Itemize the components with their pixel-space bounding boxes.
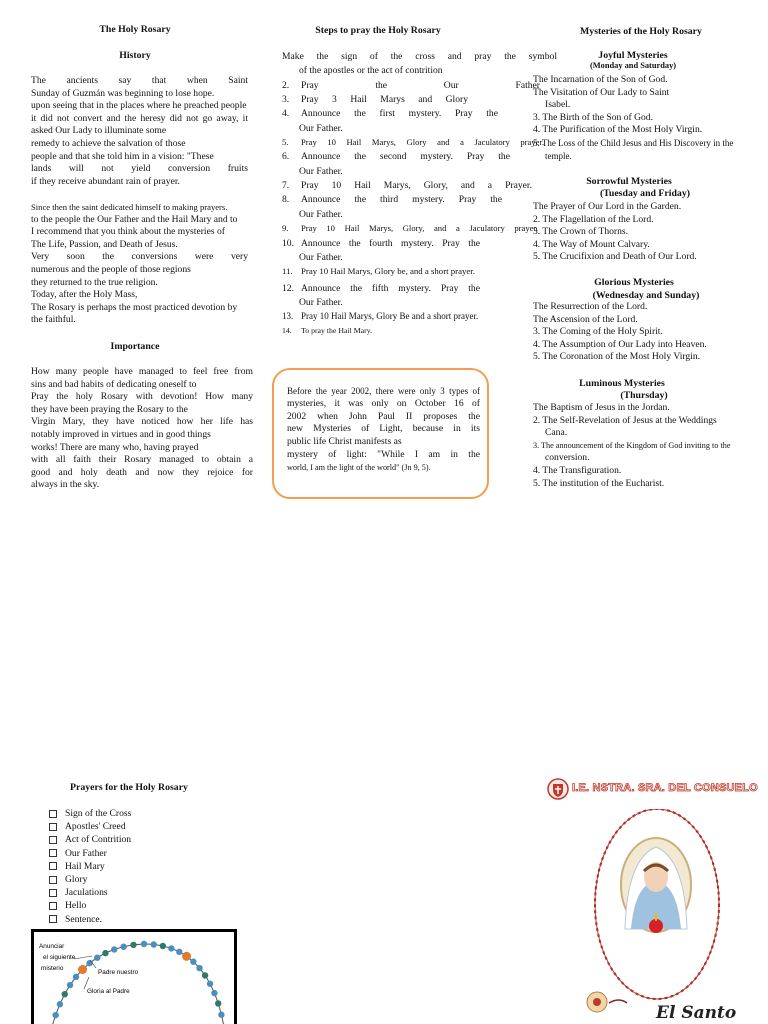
- hail-mary-bead: [57, 1001, 63, 1007]
- step-line: Our Father.: [299, 297, 343, 308]
- col2-title: Steps to pray the Holy Rosary: [315, 25, 441, 36]
- hail-mary-bead: [130, 942, 136, 948]
- list-item: Jaculations: [49, 886, 131, 899]
- history-text: The ancients say that when Saint Sunday of Guzmán was beginning to lose hope. upon seeing that in the places where he preached people it did not convert and the heresy did not go away, it asked Our Lady to illuminate some remedy to achieve the salvation of those people and that she told him in a vision: "These lands will not yield conversion fruits if they receive abundant rain of prayer.: [31, 75, 248, 187]
- hail-mary-bead: [190, 958, 196, 964]
- hail-mary-bead: [160, 943, 166, 949]
- hail-mary-bead: [215, 1000, 221, 1006]
- hail-mary-bead: [207, 981, 213, 987]
- school-logo-header: [546, 777, 756, 801]
- hail-mary-bead: [141, 941, 147, 947]
- history-heading: History: [119, 50, 151, 61]
- joyful-days: (Monday and Saturday): [589, 61, 677, 70]
- col1-title: The Holy Rosary: [99, 24, 171, 35]
- hail-mary-bead: [218, 1012, 224, 1018]
- prayers-title: Prayers for the Holy Rosary: [70, 782, 188, 793]
- hail-mary-bead: [62, 991, 68, 997]
- step-line: 11. Pray 10 Hail Marys, Glory be, and a short prayer.: [282, 266, 475, 276]
- step-line: Our Father.: [299, 123, 343, 134]
- step-line: Our Father.: [299, 209, 343, 220]
- label-announce-3: misterio: [41, 965, 64, 972]
- our-father-bead: [78, 965, 87, 974]
- hail-mary-bead: [111, 946, 117, 952]
- checkbox-icon: [49, 902, 57, 910]
- step-line: 2. Pray the Our Father: [282, 80, 540, 91]
- virgin-mary-rosary-image: [585, 809, 755, 1024]
- checkbox-icon: [49, 915, 57, 923]
- school-name: I.E. NSTRA. SRA. DEL CONSUELO: [572, 782, 758, 794]
- luminous-days: (Thursday): [620, 390, 668, 401]
- rosary-beads-drawing: [34, 932, 237, 1024]
- checkbox-icon: [49, 862, 57, 870]
- our-father-bead: [182, 952, 191, 961]
- joyful-list: The Incarnation of the Son of God. The Visitation of Our Lady to Saint Isabel. 3. The Birth of the Son of God. 4. The Purification of the Most Holy Virgin. 5. The Loss of the Child Jesus and His Discovery in the temple.: [533, 74, 734, 161]
- list-item: Glory: [49, 873, 131, 886]
- checkbox-icon: [49, 889, 57, 897]
- prayers-list: [49, 807, 131, 926]
- label-padre-nuestro: Padre nuestro: [98, 969, 139, 976]
- list-item: Act of Contrition: [49, 833, 131, 846]
- hail-mary-bead: [176, 949, 182, 955]
- hail-mary-bead: [86, 960, 92, 966]
- step-line: Our Father.: [299, 252, 343, 263]
- step-line: 12. Announce the fifth mystery. Pray the: [282, 283, 480, 294]
- joyful-heading: Joyful Mysteries: [598, 50, 668, 61]
- hail-mary-bead: [120, 944, 126, 950]
- hail-mary-bead: [73, 974, 79, 980]
- luminous-list: The Baptism of Jesus in the Jordan. 2. The Self-Revelation of Jesus at the Weddings Cana. 3. The announcement of the Kingdom of God inviting to the conversion. 4. The Transfiguration. 5. The institution of the Eucharist.: [533, 402, 731, 489]
- hail-mary-bead: [211, 990, 217, 996]
- checkbox-icon: [49, 849, 57, 857]
- step-line: Make the sign of the cross and pray the symbol: [282, 51, 557, 62]
- hail-mary-bead: [196, 965, 202, 971]
- step-line: 9. Pray 10 Hail Marys, Glory, and a Jaculatory prayer.: [282, 223, 538, 233]
- hail-mary-bead: [94, 954, 100, 960]
- hail-mary-bead: [102, 950, 108, 956]
- cover-title: El Santo: [656, 1003, 737, 1023]
- step-line: of the apostles or the act of contrition: [299, 65, 443, 76]
- list-item: Sentence.: [49, 913, 131, 926]
- luminous-heading: Luminous Mysteries: [579, 378, 665, 389]
- sorrowful-days: (Tuesday and Friday): [599, 188, 690, 199]
- hail-mary-bead: [202, 972, 208, 978]
- hail-mary-bead: [168, 945, 174, 951]
- beads-group: [49, 941, 227, 1024]
- importance-heading: Importance: [110, 341, 160, 352]
- sorrowful-heading: Sorrowful Mysteries: [586, 176, 672, 187]
- label-announce-2: el siguiente: [43, 954, 76, 961]
- col3-title: Mysteries of the Holy Rosary: [580, 26, 702, 37]
- step-line: 3. Pray 3 Hail Marys and Glory: [282, 94, 468, 105]
- history-text-2: Since then the saint dedicated himself to making prayers. to the people the Our Father and the Hail Mary and to I recommend that you think about the mysteries of The Life, Passion, and Death of Jesus. Very soon the conversions were very numerous and the people of those regions they returned to the true religion. Today, after the Holy Mass, The Rosary is perhaps the most practiced devotion by the faithful.: [31, 202, 248, 326]
- step-line: 13. Pray 10 Hail Marys, Glory Be and a short prayer.: [282, 311, 479, 321]
- step-line: 8. Announce the third mystery. Pray the: [282, 194, 502, 205]
- step-line: 4. Announce the first mystery. Pray the: [282, 108, 498, 119]
- list-item: Our Father: [49, 847, 131, 860]
- school-crest-icon: [546, 777, 570, 801]
- hail-mary-bead: [151, 941, 157, 947]
- list-item: Hello: [49, 899, 131, 912]
- step-line: Our Father.: [299, 166, 343, 177]
- rosary-diagram: [31, 929, 237, 1024]
- checkbox-icon: [49, 810, 57, 818]
- checkbox-icon: [49, 876, 57, 884]
- list-item: Hail Mary: [49, 860, 131, 873]
- step-line: 14. To pray the Hail Mary.: [282, 326, 373, 335]
- importance-text: How many people have managed to feel free from sins and bad habits of dedicating oneself to Pray the holy Rosary with devotion! How many they have been praying the Rosary to the Virgin Mary, they have noticed how her life has notably improved in virtues and in good things works! There are many who, having prayed with all faith their Rosary managed to obtain a good and holy death and now they rejoice for always in the sky.: [31, 366, 253, 491]
- hail-mary-bead: [67, 982, 73, 988]
- label-announce-1: Anunciar: [39, 943, 65, 950]
- hail-mary-bead: [52, 1012, 58, 1018]
- step-line: 6. Announce the second mystery. Pray the: [282, 151, 510, 162]
- glorious-heading: Glorious Mysteries: [594, 277, 674, 288]
- list-item: Apostles' Creed: [49, 820, 131, 833]
- checkbox-icon: [49, 836, 57, 844]
- checkbox-icon: [49, 823, 57, 831]
- list-item: Sign of the Cross: [49, 807, 131, 820]
- label-gloria: Gloria al Padre: [87, 988, 130, 995]
- glorious-days: (Wednesday and Sunday): [592, 290, 700, 301]
- glorious-list: The Resurrection of the Lord. The Ascension of the Lord. 3. The Coming of the Holy Spirit. 4. The Assumption of Our Lady into Heaven. 5. The Coronation of the Most Holy Virgin.: [533, 301, 707, 363]
- light-mysteries-note: Before the year 2002, there were only 3 types of mysteries, it was only on October 16 of 2002 when John Paul II proposes the new Mysteries of Light, because in its public life Christ manifests as mystery of light: "While I am in the world, I am the light of the world" (Jn 9, 5).: [272, 368, 489, 499]
- step-line: 10. Announce the fourth mystery. Pray the: [282, 238, 480, 249]
- sorrowful-list: The Prayer of Our Lord in the Garden. 2. The Flagellation of the Lord. 3. The Crown of Thorns. 4. The Way of Mount Calvary. 5. The Crucifixion and Death of Our Lord.: [533, 201, 697, 263]
- step-line: 7. Pray 10 Hail Marys, Glory, and a Prayer.: [282, 180, 532, 191]
- step-line: 5. Pray 10 Hail Marys, Glory and a Jaculatory prayer.: [282, 137, 544, 147]
